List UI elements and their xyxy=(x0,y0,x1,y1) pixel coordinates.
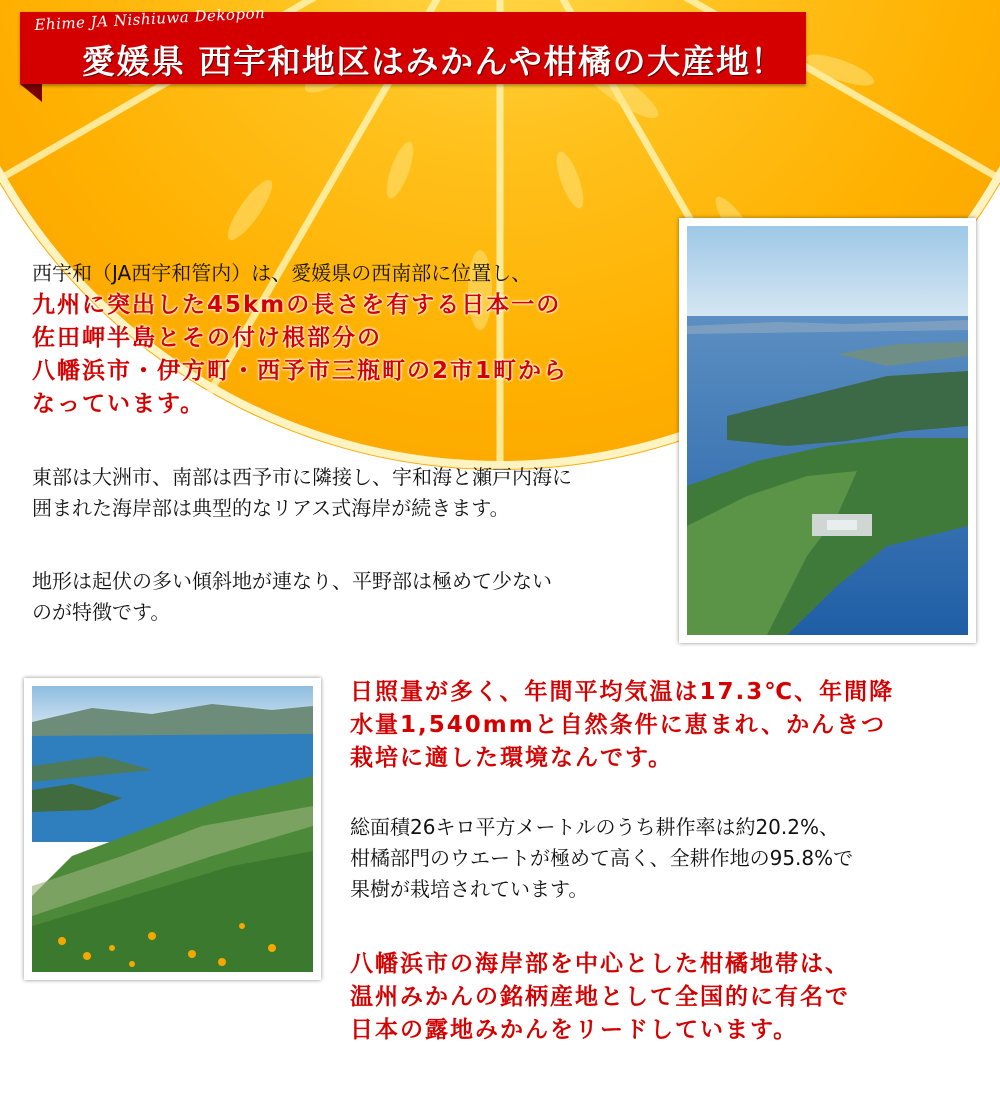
highlight-line: 栽培に適した環境なんです。 xyxy=(350,745,674,771)
section2-paragraph xyxy=(350,812,990,905)
banner-subtitle: Ehime JA Nishiuwa Dekopon xyxy=(34,3,266,34)
body-line: 総面積26キロ平方メートルのうち耕作率は約20.2%、 xyxy=(350,815,839,839)
section2-highlight2 xyxy=(350,948,990,1047)
highlight-line: 八幡浜市・伊方町・西予市三瓶町の2市1町から xyxy=(32,358,569,384)
highlight-line: 佐田岬半島とその付け根部分の xyxy=(32,325,382,351)
section1-paragraph3 xyxy=(32,566,682,628)
banner-fold xyxy=(20,84,42,102)
highlight-line: 日本の露地みかんをリードしています。 xyxy=(350,1017,799,1043)
body-line: のが特徴です。 xyxy=(32,600,171,624)
intro-text: 西宇和（JA西宇和管内）は、愛媛県の西南部に位置し、 xyxy=(32,261,532,285)
section1-text xyxy=(32,258,682,421)
highlight-line: 八幡浜市の海岸部を中心とした柑橘地帯は、 xyxy=(350,951,850,977)
citrus-orchard-bay-photo xyxy=(24,678,321,980)
body-line: 柑橘部門のウエートが極めて高く、全耕作地の95.8%で xyxy=(350,846,854,870)
peninsula-aerial-photo xyxy=(679,218,976,643)
highlight-line: 水量1,540mmと自然条件に恵まれ、かんきつ xyxy=(350,712,887,738)
section2-highlight1 xyxy=(350,676,990,775)
citrus-orchard-image xyxy=(32,686,313,972)
title-banner xyxy=(20,3,806,84)
highlight-line: なっています。 xyxy=(32,391,206,417)
highlight-line: 日照量が多く、年間平均気温は17.3℃、年間降 xyxy=(350,679,895,705)
body-line: 囲まれた海岸部は典型的なリアス式海岸が続きます。 xyxy=(32,496,510,520)
highlight-line: 温州みかんの銘柄産地として全国的に有名で xyxy=(350,984,850,1010)
peninsula-aerial-image xyxy=(687,226,968,635)
banner-title: 愛媛県 西宇和地区はみかんや柑橘の大産地！ xyxy=(82,42,785,81)
section1-paragraph2 xyxy=(32,462,682,524)
body-line: 地形は起伏の多い傾斜地が連なり、平野部は極めて少ない xyxy=(32,569,552,593)
body-line: 東部は大洲市、南部は西予市に隣接し、宇和海と瀬戸内海に xyxy=(32,465,572,489)
highlight-line: 九州に突出した45kmの長さを有する日本一の xyxy=(32,292,562,318)
body-line: 果樹が栽培されています。 xyxy=(350,877,589,901)
